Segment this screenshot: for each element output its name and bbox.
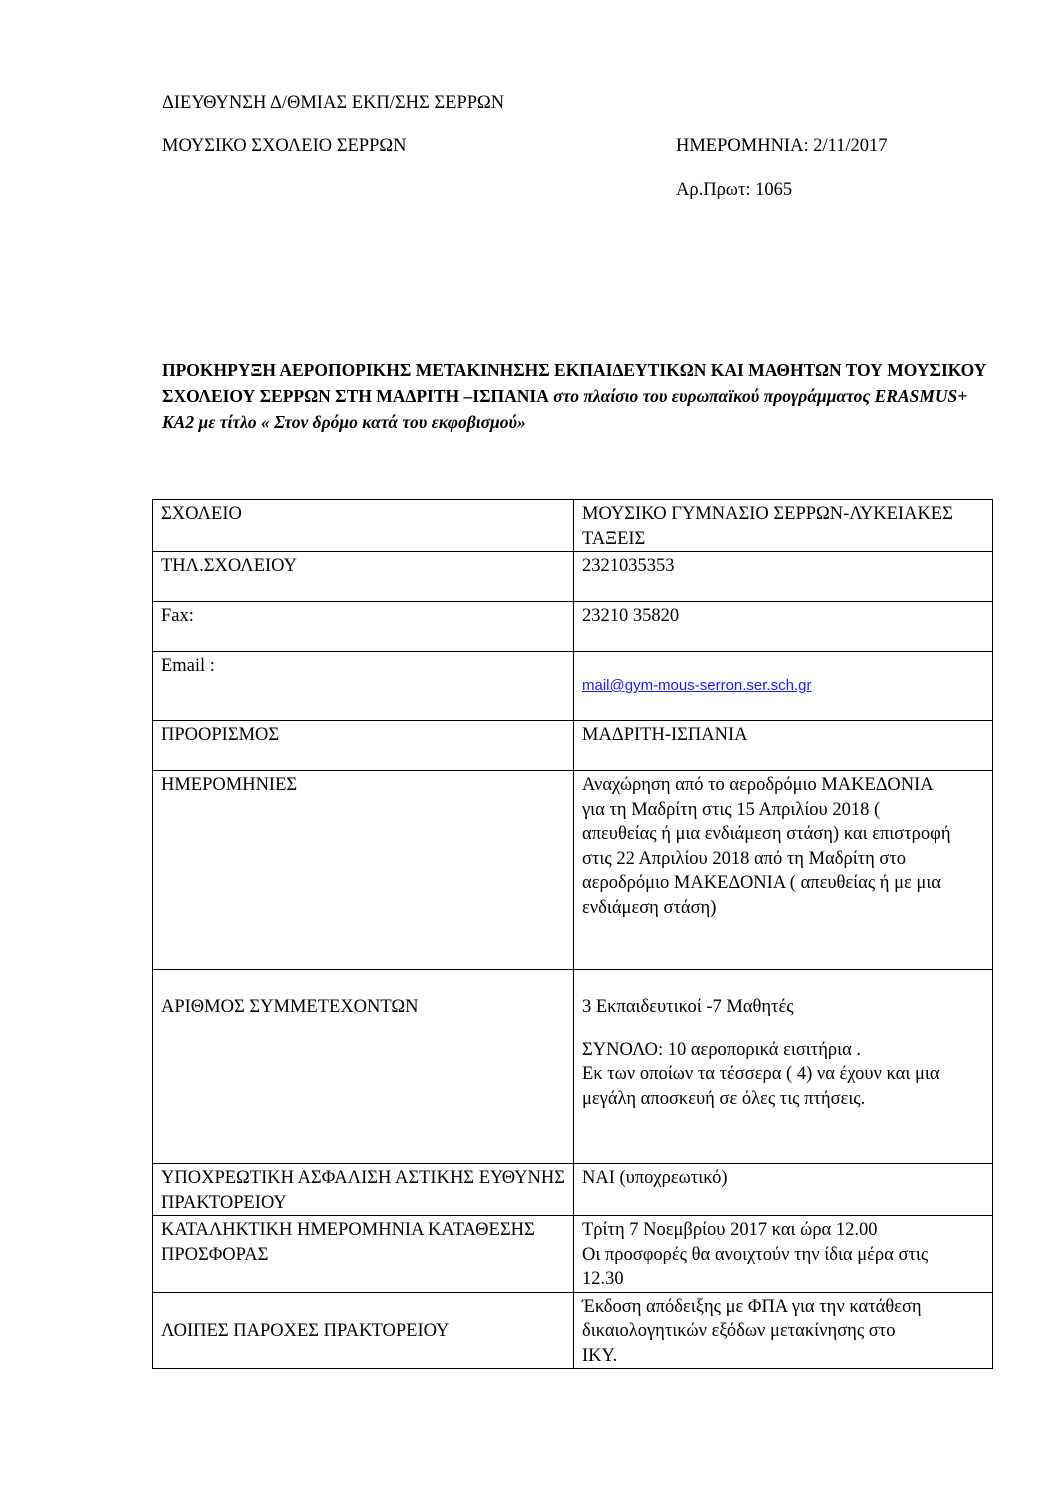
deadline-date: Τρίτη 7 Νοεμβρίου 2017 και ώρα 12.00 (582, 1220, 878, 1240)
insurance-value: ΝΑΙ (υποχρεωτικό) (574, 1164, 993, 1216)
table-row (153, 1164, 993, 1216)
school-label: ΣΧΟΛΕΙΟ (153, 500, 574, 552)
email-link[interactable]: mail@gym-mous-serron.ser.sch.gr (582, 677, 812, 694)
deadline-opening: Οι προσφορές θα ανοιχτούν την ίδια μέρα στις 12.30 (582, 1244, 929, 1289)
email-cell (574, 652, 993, 721)
table-row (153, 1216, 993, 1293)
document-date: ΗΜΕΡΟΜΗΝΙΑ: 2/11/2017 (676, 136, 888, 156)
destination-label: ΠΡΟΟΡΙΣΜΟΣ (153, 721, 574, 771)
participants-total: ΣΥΝΟΛΟ: 10 αεροπορικά εισιτήρια . (582, 1039, 862, 1060)
destination-value: ΜΑΔΡΙΤΗ-ΙΣΠΑΝΙΑ (574, 721, 993, 771)
table-row (153, 721, 993, 771)
deadline-value (574, 1216, 993, 1293)
info-table (152, 499, 993, 1369)
dates-value (574, 771, 993, 970)
participants-luggage: Εκ των οποίων τα τέσσερα ( 4) να έχουν και μια μεγάλη αποσκευή σε όλες τις πτήσεις. (582, 1064, 940, 1109)
school-value: ΜΟΥΣΙΚΟ ΓΥΜΝΑΣΙΟ ΣΕΡΡΩΝ-ΛΥΚΕΙΑΚΕΣ ΤΑΞΕΙΣ (574, 500, 993, 552)
insurance-label: ΥΠΟΧΡΕΩΤΙΚΗ ΑΣΦΑΛΙΣΗ ΑΣΤΙΚΗΣ ΕΥΘΥΝΗΣ ΠΡΑΚΤΟΡΕΙΟΥ (153, 1164, 574, 1216)
announcement-title (162, 357, 992, 435)
protocol-number: Αρ.Πρωτ: 1065 (676, 180, 793, 200)
phone-value: 2321035353 (574, 552, 993, 602)
school-heading: ΜΟΥΣΙΚΟ ΣΧΟΛΕΙΟ ΣΕΡΡΩΝ (162, 136, 407, 156)
other-label: ΛΟΙΠΕΣ ΠΑΡΟΧΕΣ ΠΡΑΚΤΟΡΕΙΟΥ (153, 1292, 574, 1369)
table-row (153, 652, 993, 721)
table-row (153, 602, 993, 652)
fax-value: 23210 35820 (574, 602, 993, 652)
other-value (574, 1292, 993, 1369)
other-text: Έκδοση απόδειξης με ΦΠΑ για την κατάθεση δικαιολογητικών εξόδων μετακίνησης στο ΙΚΥ. (582, 1296, 922, 1366)
participants-count: 3 Εκπαιδευτικοί -7 Μαθητές (582, 997, 794, 1017)
participants-value (574, 970, 993, 1164)
fax-label: Fax: (153, 602, 574, 652)
title-main: ΠΡΟΚΗΡΥΞΗ ΑΕΡΟΠΟΡΙΚΗΣ ΜΕΤΑΚΙΝΗΣΗΣ ΕΚΠΑΙΔΕΥΤΙΚΩΝ ΚΑΙ ΜΑΘΗΤΩΝ ΤΟΥ ΜΟΥΣΙΚΟΥ ΣΧΟΛΕΙΟΥ ΣΕΡΡΩΝ ΣΤΗ ΜΑΔΡΙΤΗ –ΙΣΠΑΝΙΑ (162, 360, 987, 406)
table-row (153, 1292, 993, 1369)
phone-label: ΤΗΛ.ΣΧΟΛΕΙΟΥ (153, 552, 574, 602)
deadline-label: ΚΑΤΑΛΗΚΤΙΚΗ ΗΜΕΡΟΜΗΝΙΑ ΚΑΤΑΘΕΣΗΣ ΠΡΟΣΦΟΡΑΣ (153, 1216, 574, 1293)
table-row (153, 500, 993, 552)
table-row (153, 970, 993, 1164)
dates-text: Αναχώρηση από το αεροδρόμιο ΜΑΚΕΔΟΝΙΑ για τη Μαδρίτη στις 15 Απριλίου 2018 ( απευθείας ή μια ενδιάμεση στάση) και επιστροφή στις 22 Απριλίου 2018 από τη Μαδρίτη στο αεροδρόμιο ΜΑΚΕΔΟΝΙΑ ( απευθείας ή με μια ενδιάμεση στάση) (582, 775, 951, 918)
table-row (153, 552, 993, 602)
dates-label: ΗΜΕΡΟΜΗΝΙΕΣ (153, 771, 574, 970)
participants-label: ΑΡΙΘΜΟΣ ΣΥΜΜΕΤΕΧΟΝΤΩΝ (153, 970, 574, 1164)
email-label: Email : (153, 652, 574, 721)
table-row (153, 771, 993, 970)
directorate-heading: ΔΙΕΥΘΥΝΣΗ Δ/ΘΜΙΑΣ ΕΚΠ/ΣΗΣ ΣΕΡΡΩΝ (162, 93, 505, 113)
title-subtitle: στο πλαίσιο του ευρωπαϊκού προγράμματος ERASMUS+ KA2 με τίτλο « Στον δρόμο κατά του εκφοβισμού» (162, 386, 968, 432)
